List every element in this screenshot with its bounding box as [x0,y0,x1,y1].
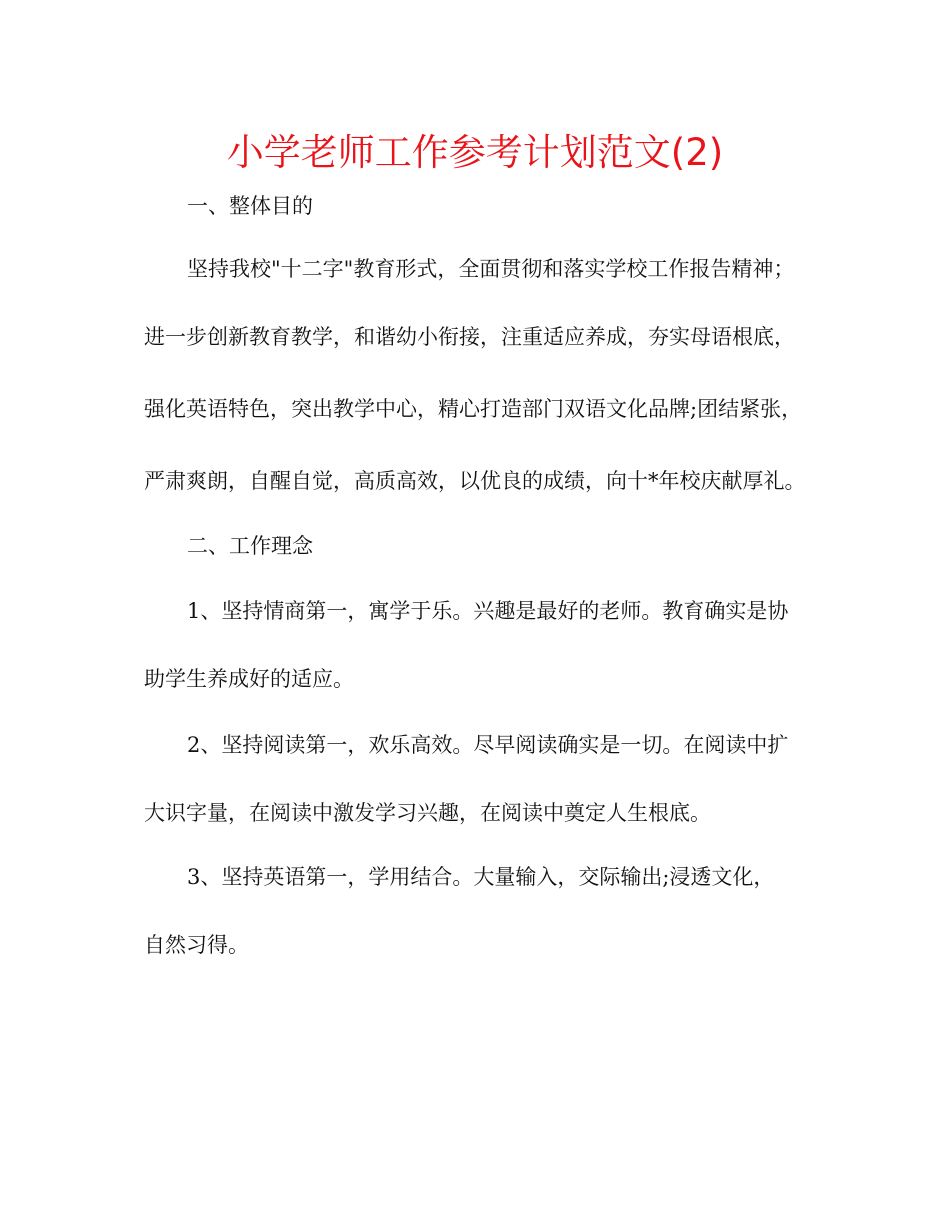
section-heading-overall-goal: 一、整体目的 [187,194,313,218]
paragraph-line: 强化英语特色，突出教学中心，精心打造部门双语文化品牌;团结紧张， [144,397,803,421]
paragraph-line: 1、坚持情商第一，寓学于乐。兴趣是最好的老师。教育确实是协 [187,599,789,623]
paragraph-line: 助学生养成好的适应。 [144,667,354,691]
paragraph-line: 自然习得。 [144,933,249,957]
document-title: 小学老师工作参考计划范文(2) [226,131,724,174]
paragraph-line: 坚持我校"十二字"教育形式，全面贯彻和落实学校工作报告精神； [187,257,795,281]
paragraph-line: 大识字量，在阅读中激发学习兴趣，在阅读中奠定人生根底。 [144,801,711,825]
paragraph-line: 进一步创新教育教学，和谐幼小衔接，注重适应养成，夯实母语根底， [144,325,795,349]
paragraph-line: 3、坚持英语第一，学用结合。大量输入，交际输出;浸透文化， [187,865,775,889]
paragraph-line: 严肃爽朗，自醒自觉，高质高效，以优良的成绩，向十*年校庆献厚礼。 [144,469,806,493]
section-heading-work-philosophy: 二、工作理念 [187,534,313,558]
paragraph-line: 2、坚持阅读第一，欢乐高效。尽早阅读确实是一切。在阅读中扩 [187,733,789,757]
